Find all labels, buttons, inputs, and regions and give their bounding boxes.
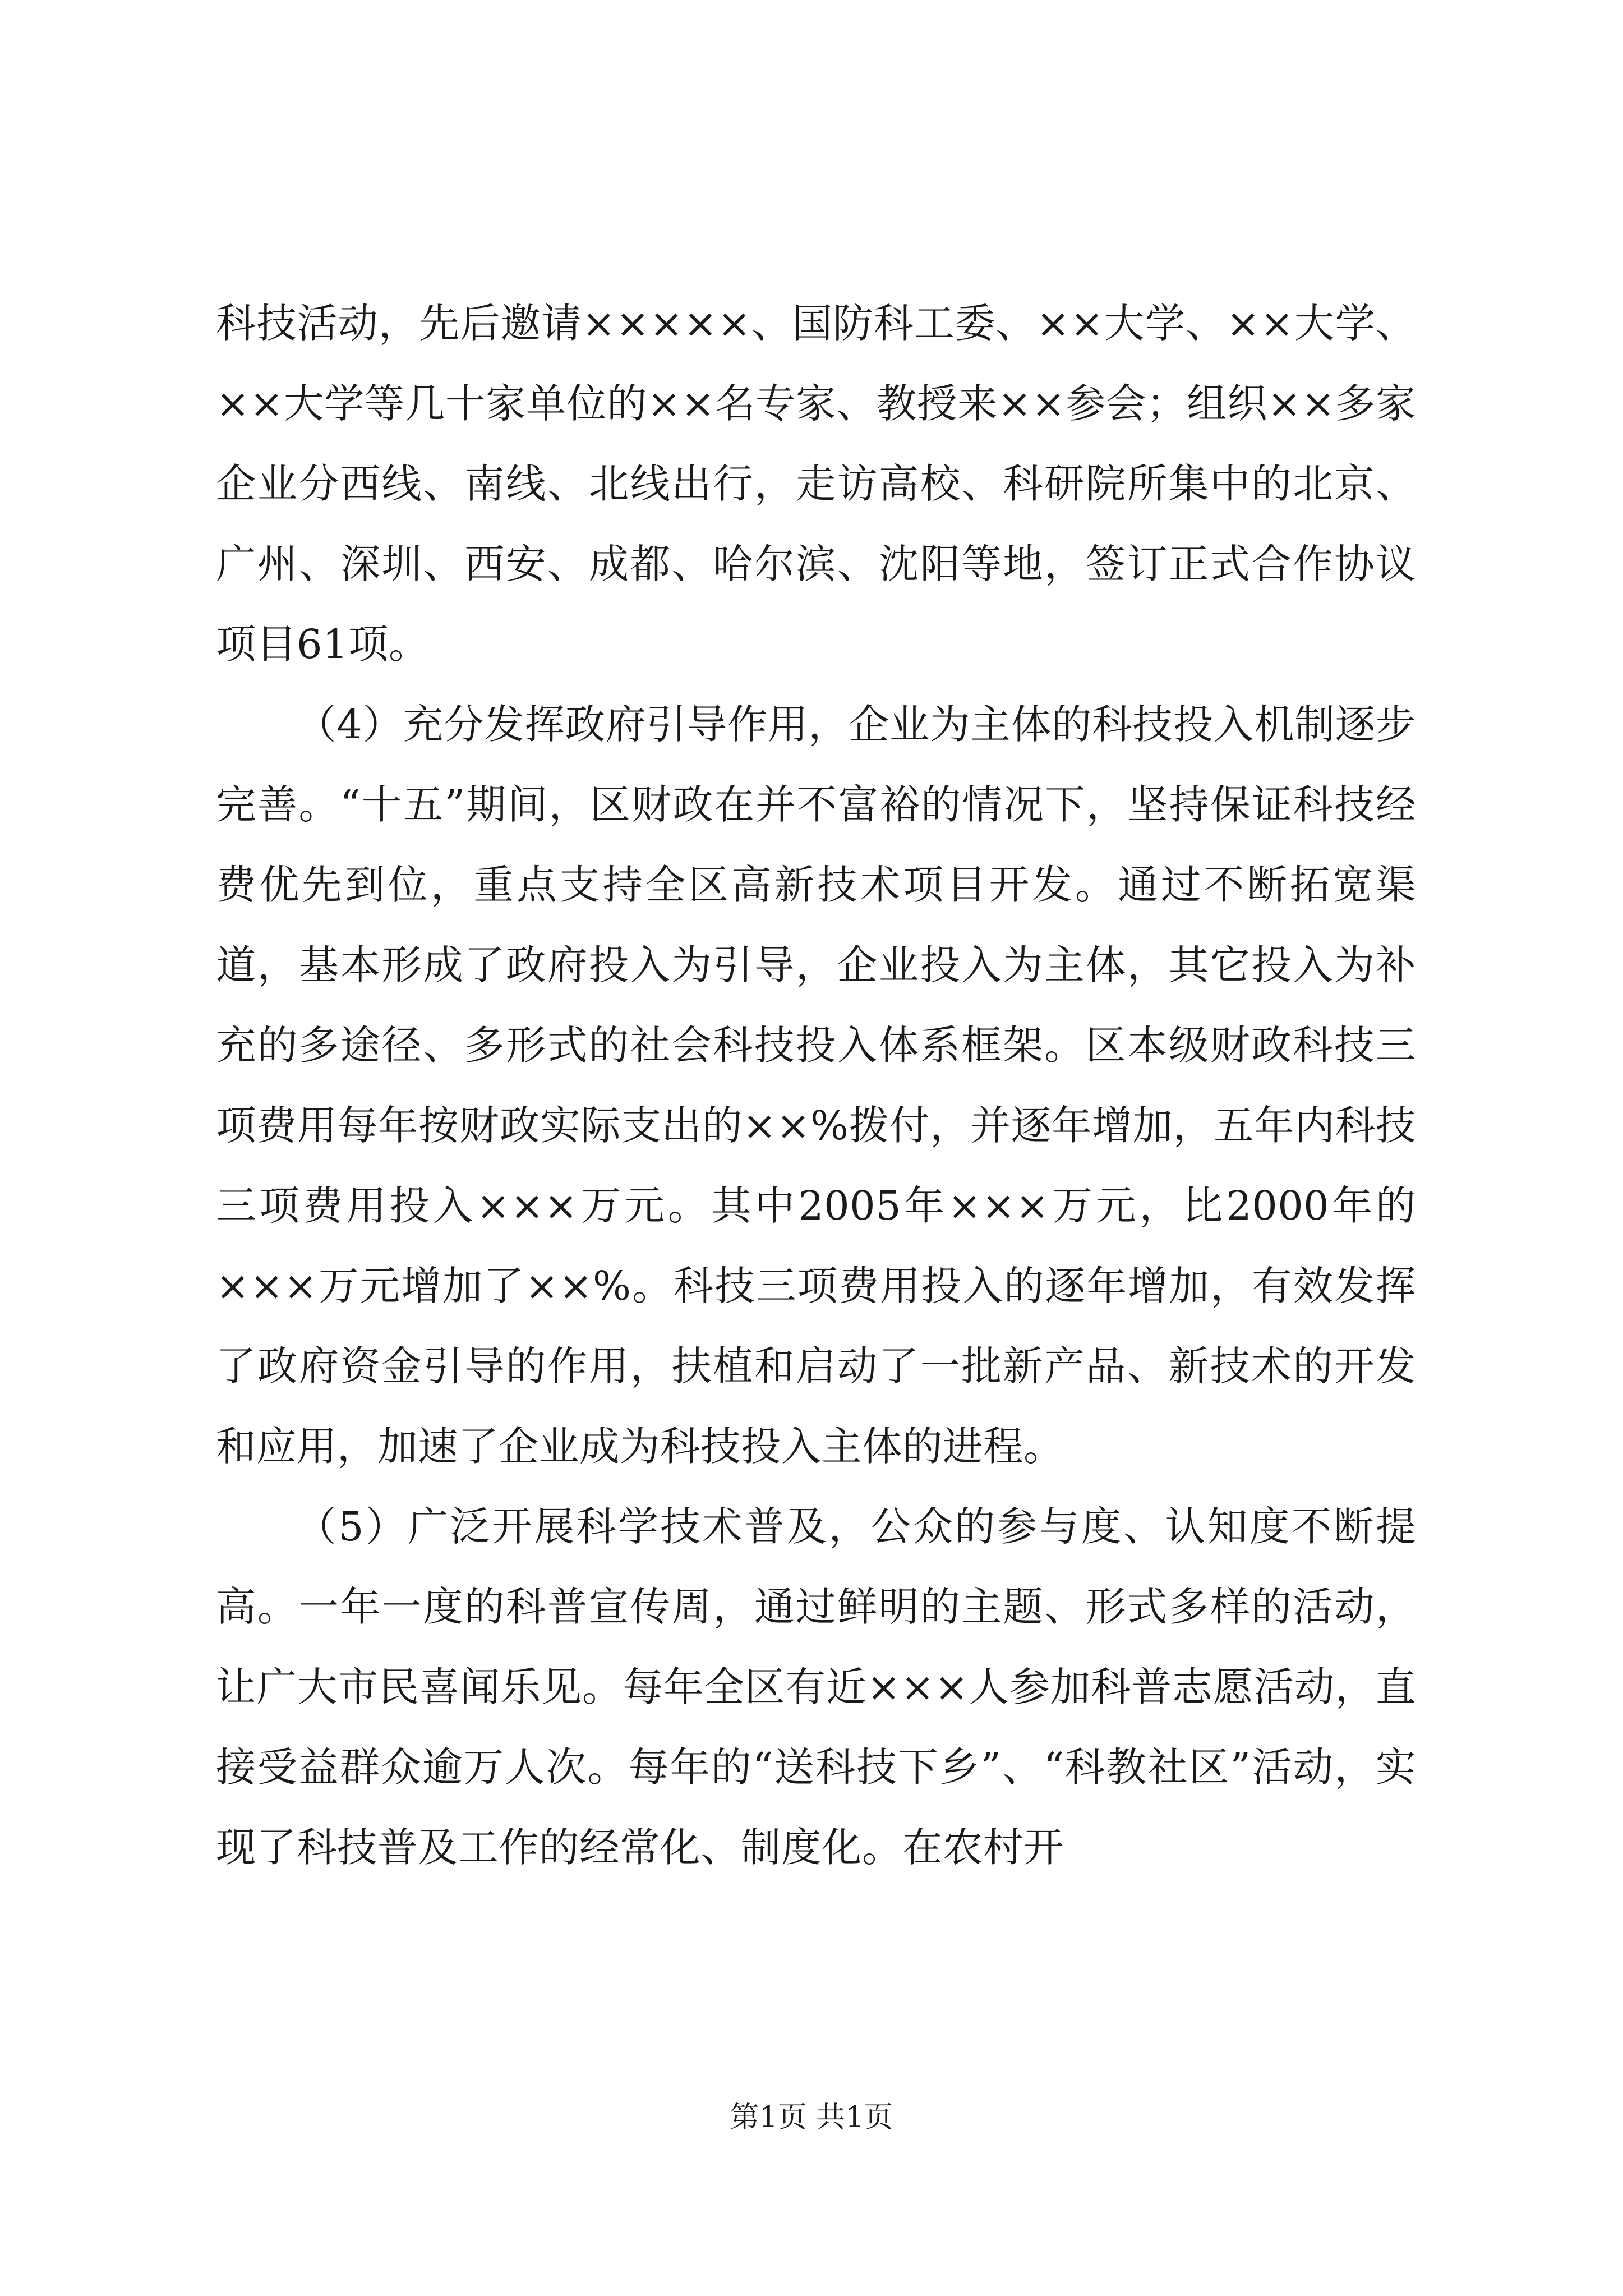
page-footer: 第1页 共1页 — [730, 2101, 893, 2134]
paragraph-2: （4）充分发挥政府引导作用，企业为主体的科技投入机制逐步完善。“十五”期间，区财政在并不富裕的情况下，坚持保证科技经费优先到位，重点支持全区高新技术项目开发。通过不断拓宽渠道，基本形成了政府投入为引导，企业投入为主体，其它投入为补充的多途径、多形式的社会科技投入体系框架。区本级财政科技三项费用每年按财政实际支出的××%拨付，并逐年增加，五年内科技三项费用投入×××万元。其中2005年×××万元，比2000年的×××万元增加了××%。科技三项费用投入的逐年增加，有效发挥了政府资金引导的作用，扶植和启动了一批新产品、新技术的开发和应用，加速了企业成为科技投入主体的进程。 — [216, 701, 1416, 1470]
paragraph-3: （5）广泛开展科学技术普及，公众的参与度、认知度不断提高。一年一度的科普宣传周，通过鲜明的主题、形式多样的活动，让广大市民喜闻乐见。每年全区有近×××人参加科普志愿活动，直接受益群众逾万人次。每年的“送科技下乡”、“科教社区”活动，实现了科技普及工作的经常化、制度化。在农村开 — [216, 1503, 1416, 1871]
paragraph-1: 科技活动，先后邀请×××××、国防科工委、××大学、××大学、××大学等几十家单位的××名专家、教授来××参会；组织××多家企业分西线、南线、北线出行，走访高校、科研院所集中的北京、广州、深圳、西安、成都、哈尔滨、沈阳等地，签订正式合作协议项目61项。 — [216, 300, 1416, 668]
document-body — [216, 283, 1416, 1888]
